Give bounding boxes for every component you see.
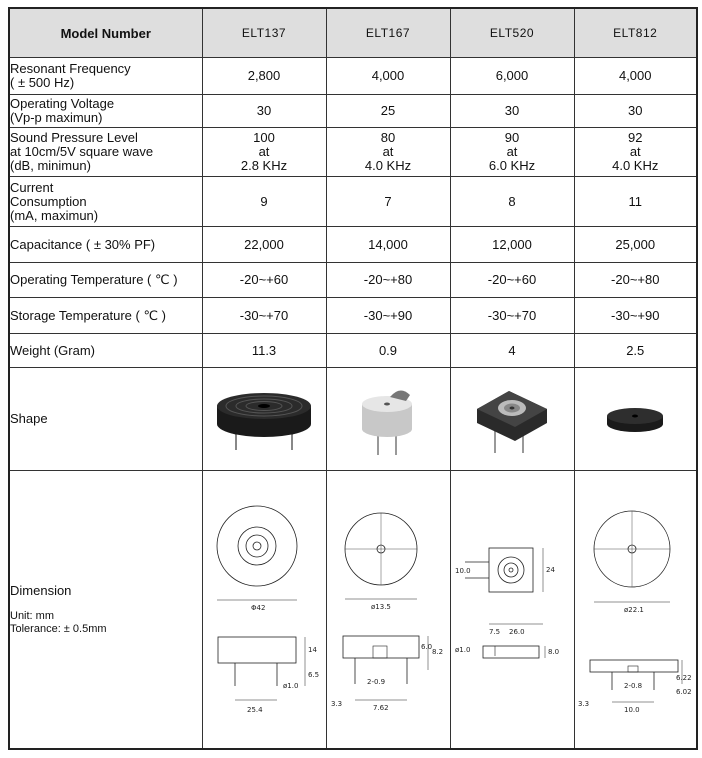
spec-row — [9, 177, 697, 227]
spec-value-cell — [202, 298, 326, 334]
shape-label: Shape — [9, 368, 202, 471]
spec-value-cell — [202, 334, 326, 368]
spec-value: -30~+70 — [487, 307, 537, 323]
elt812-h2: 6.22 — [676, 674, 692, 683]
spec-value-cell — [202, 227, 326, 263]
spec-row-label — [9, 334, 202, 368]
spec-row — [9, 263, 697, 298]
spec-value: 11 — [628, 193, 642, 209]
spec-value-cell — [326, 177, 450, 227]
spec-label-line: Storage Temperature ( ℃ ) — [10, 307, 166, 323]
spec-value-cell — [450, 177, 574, 227]
spec-value-cell — [574, 95, 697, 128]
elt137-h1: 14 — [308, 646, 317, 655]
spec-label-line: Operating Voltage — [10, 96, 115, 111]
model-elt137: ELT137 — [202, 8, 326, 58]
spec-table — [8, 7, 698, 750]
spec-value: 6.0 KHz — [488, 158, 536, 173]
elt812-dia: ø22.1 — [624, 606, 645, 615]
spec-value: 4.0 KHz — [612, 158, 659, 173]
elt167-photo — [348, 379, 428, 459]
elt520-drawing — [453, 474, 571, 744]
model-number-header: Model Number — [9, 8, 202, 58]
spec-value-cell — [202, 128, 326, 177]
spec-value: 2.5 — [626, 342, 645, 358]
spec-row — [9, 58, 697, 95]
spec-row — [9, 334, 697, 368]
shape-row — [9, 368, 697, 471]
elt167-dia: ø13.5 — [371, 603, 391, 612]
elt137-pitch: 25.4 — [247, 706, 263, 715]
spec-value-cell — [450, 128, 574, 177]
shape-elt137 — [202, 368, 326, 471]
spec-value: -20~+80 — [363, 272, 413, 287]
spec-row — [9, 227, 697, 263]
spec-value: at — [506, 144, 518, 159]
spec-value-cell — [326, 227, 450, 263]
spec-value: 4 — [508, 342, 516, 358]
elt520-a: 7.5 — [489, 628, 501, 637]
elt520-photo — [467, 379, 557, 459]
spec-label-line: (dB, minimun) — [10, 158, 91, 173]
dimension-elt520 — [450, 471, 574, 749]
spec-value: 4,000 — [618, 68, 652, 83]
elt137-pin: ø1.0 — [283, 682, 299, 691]
model-elt520: ELT520 — [450, 8, 574, 58]
spec-value-cell — [326, 334, 450, 368]
spec-value: 92 — [628, 130, 643, 145]
spec-value-cell — [326, 58, 450, 95]
elt812-pin: 2-0.8 — [624, 682, 643, 691]
spec-value-cell — [326, 263, 450, 298]
spec-value: 14,000 — [368, 236, 408, 252]
spec-value: 9 — [260, 193, 268, 209]
spec-value-cell — [450, 58, 574, 95]
spec-value: 4,000 — [371, 68, 405, 83]
spec-value-cell — [574, 177, 697, 227]
spec-label-line: Operating Temperature ( ℃ ) — [10, 272, 178, 287]
spec-label-line: at 10cm/5V square wave — [10, 144, 154, 159]
elt137-photo — [209, 384, 319, 454]
model-elt167: ELT167 — [326, 8, 450, 58]
spec-value-cell — [574, 227, 697, 263]
spec-row — [9, 298, 697, 334]
spec-value-cell — [450, 334, 574, 368]
dimension-row — [9, 471, 697, 749]
shape-elt520 — [450, 368, 574, 471]
spec-value: -30~+90 — [611, 307, 660, 323]
elt812-lead: 3.3 — [578, 700, 590, 709]
spec-value: 90 — [504, 130, 520, 145]
model-elt812: ELT812 — [574, 8, 697, 58]
spec-label-line: Current — [10, 179, 54, 195]
spec-value-cell — [574, 263, 697, 298]
shape-elt812 — [574, 368, 697, 471]
elt167-lead: 3.3 — [331, 700, 343, 709]
spec-value-cell — [202, 263, 326, 298]
elt812-drawing — [576, 474, 694, 744]
spec-value: at — [382, 144, 394, 159]
spec-label-line: (mA, maximun) — [10, 207, 99, 223]
spec-value-cell — [574, 128, 697, 177]
spec-value: at — [629, 144, 641, 159]
shape-elt167 — [326, 368, 450, 471]
dimension-label-cell — [9, 471, 202, 749]
spec-row-label — [9, 177, 202, 227]
spec-label-line: ( ± 500 Hz) — [10, 75, 75, 90]
elt167-drawing — [329, 474, 447, 744]
elt167-h2: 8.2 — [432, 648, 444, 657]
spec-row-label — [9, 58, 202, 95]
spec-value: -20~+60 — [239, 272, 289, 287]
elt520-side: 10.0 — [455, 567, 471, 576]
spec-label-line: (Vp-p maximun) — [10, 110, 103, 125]
spec-value-cell — [574, 298, 697, 334]
spec-value-cell — [326, 95, 450, 128]
spec-value: 100 — [253, 130, 275, 145]
spec-value-cell — [326, 298, 450, 334]
dimension-tolerance: Tolerance: ± 0.5mm — [10, 622, 107, 635]
spec-value-cell — [450, 95, 574, 128]
dimension-elt812 — [574, 471, 697, 749]
spec-row-label — [9, 95, 202, 128]
spec-row — [9, 128, 697, 177]
spec-value: -20~+80 — [611, 272, 660, 287]
spec-value-cell — [202, 177, 326, 227]
spec-label-line: Sound Pressure Level — [10, 130, 138, 145]
spec-value: 30 — [504, 103, 520, 118]
spec-value: 11.3 — [251, 342, 277, 358]
elt520-h: 8.0 — [548, 648, 560, 657]
spec-value: 25,000 — [615, 236, 656, 252]
spec-row-label — [9, 227, 202, 263]
spec-value: -20~+60 — [487, 272, 537, 287]
elt137-dia: Φ42 — [251, 604, 266, 613]
spec-value: 22,000 — [244, 236, 284, 252]
spec-row — [9, 95, 697, 128]
spec-label-line: Consumption — [10, 193, 87, 209]
elt812-photo — [595, 394, 675, 444]
spec-row-label — [9, 128, 202, 177]
spec-value: -30~+70 — [239, 307, 289, 323]
elt167-h1: 6.0 — [421, 643, 433, 652]
header-row — [9, 8, 697, 58]
spec-value: 2,800 — [247, 68, 281, 83]
spec-value-cell — [574, 58, 697, 95]
spec-value-cell — [326, 128, 450, 177]
spec-value-cell — [450, 263, 574, 298]
spec-value-cell — [202, 95, 326, 128]
spec-value: at — [258, 144, 270, 159]
elt520-b: 26.0 — [509, 628, 525, 637]
spec-label-line: Weight (Gram) — [10, 342, 95, 358]
spec-value-cell — [450, 298, 574, 334]
spec-value: 2.8 KHz — [240, 158, 288, 173]
spec-value: 4.0 KHz — [364, 158, 412, 173]
spec-value: -30~+90 — [363, 307, 413, 323]
elt812-h1: 6.02 — [676, 688, 692, 697]
spec-value: 7 — [384, 193, 392, 209]
spec-value-cell — [574, 334, 697, 368]
spec-value: 8 — [508, 193, 516, 209]
spec-value: 30 — [256, 103, 272, 118]
spec-value: 6,000 — [495, 68, 529, 83]
spec-row-label — [9, 298, 202, 334]
elt137-h2: 6.5 — [308, 671, 320, 680]
spec-value: 25 — [380, 103, 396, 118]
elt167-pin: 2-0.9 — [367, 678, 386, 687]
spec-value: 12,000 — [492, 236, 532, 252]
spec-value: 80 — [380, 130, 396, 145]
elt137-drawing — [205, 474, 323, 744]
spec-value: 0.9 — [378, 342, 398, 358]
spec-value-cell — [450, 227, 574, 263]
spec-value: 30 — [628, 103, 643, 118]
elt520-pin: ø1.0 — [455, 646, 471, 655]
spec-label-line: Resonant Frequency — [10, 61, 131, 76]
spec-label-line: Capacitance ( ± 30% PF) — [10, 236, 156, 252]
elt520-w: 24 — [546, 566, 555, 575]
elt812-pitch: 10.0 — [624, 706, 640, 715]
dimension-elt137 — [202, 471, 326, 749]
elt167-pitch: 7.62 — [373, 704, 389, 713]
dimension-unit: Unit: mm — [10, 609, 54, 622]
spec-value-cell — [202, 58, 326, 95]
spec-row-label — [9, 263, 202, 298]
dimension-elt167 — [326, 471, 450, 749]
dimension-label: Dimension — [10, 582, 72, 598]
